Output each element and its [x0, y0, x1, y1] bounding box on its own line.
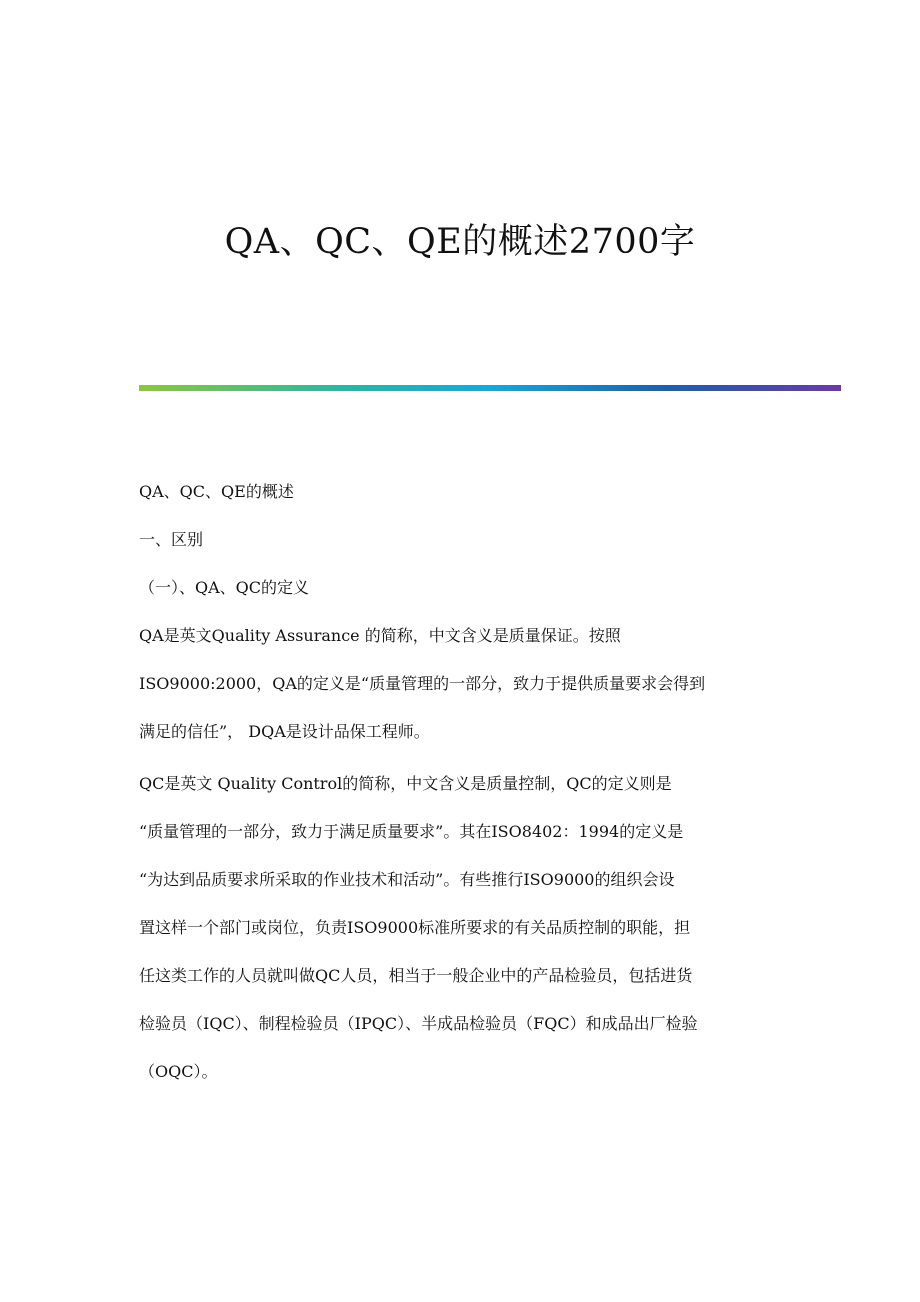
text-line: ISO9000:2000，QA的定义是“质量管理的一部分，致力于提供质量要求会得到: [139, 674, 706, 693]
text-line: 检验员（IQC）、制程检验员（IPQC）、半成品检验员（FQC）和成品出厂检验: [139, 1014, 698, 1033]
subtitle: QA、QC、QE的概述: [139, 482, 294, 501]
text-line: QA是英文Quality Assurance 的简称，中文含义是质量保证。按照: [139, 626, 621, 645]
text-line: 满足的信任”， DQA是设计品保工程师。: [139, 722, 430, 741]
paragraph-qc-definition: [139, 760, 789, 1096]
text-line: “为达到品质要求所采取的作业技术和活动”。有些推行ISO9000的组织会设: [139, 870, 675, 889]
text-line: （OQC）。: [139, 1062, 218, 1081]
paragraph-qa-definition: [139, 612, 789, 756]
gradient-divider: [139, 385, 841, 391]
section-heading-definitions: （一）、QA、QC的定义: [139, 578, 310, 597]
document-title: QA、QC、QE的概述2700字: [224, 222, 696, 262]
text-line: 任这类工作的人员就叫做QC人员，相当于一般企业中的产品检验员，包括进货: [139, 966, 693, 985]
text-line: 置这样一个部门或岗位，负责ISO9000标准所要求的有关品质控制的职能，担: [139, 918, 691, 937]
text-line: QC是英文 Quality Control的简称，中文含义是质量控制，QC的定义则是: [139, 774, 672, 793]
section-heading-difference: 一、区别: [139, 530, 204, 549]
document-body: [139, 468, 789, 1096]
text-line: “质量管理的一部分，致力于满足质量要求”。其在ISO8402：1994的定义是: [139, 822, 684, 841]
